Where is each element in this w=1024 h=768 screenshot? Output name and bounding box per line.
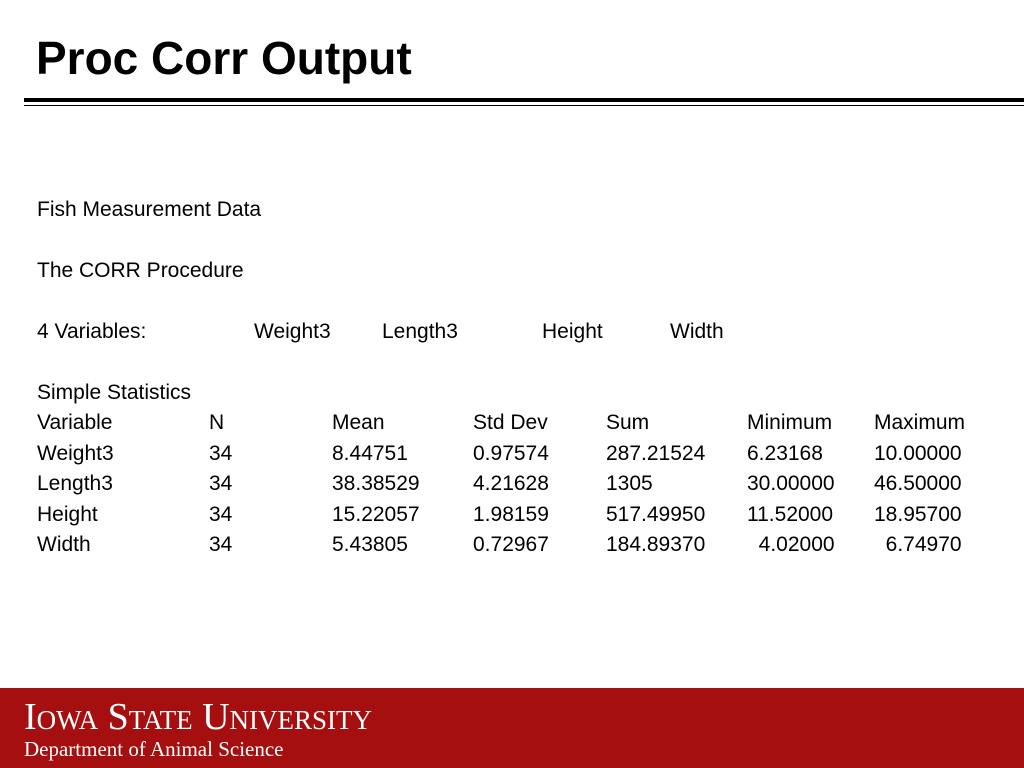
table-cell: 34 bbox=[209, 502, 233, 526]
table-cell: Height bbox=[37, 502, 98, 526]
table-cell: Length3 bbox=[37, 472, 113, 496]
table-cell: 6.74970 bbox=[874, 533, 962, 557]
simple-statistics-table bbox=[37, 408, 989, 561]
footer-banner bbox=[0, 688, 1024, 768]
column-header: Minimum bbox=[747, 411, 833, 435]
variables-label: 4 Variables: bbox=[37, 320, 147, 343]
table-row bbox=[37, 530, 989, 561]
table-cell: 1.98159 bbox=[473, 502, 549, 526]
column-header: Maximum bbox=[874, 411, 966, 435]
table-cell: 184.89370 bbox=[606, 533, 706, 557]
table-cell: 34 bbox=[209, 472, 233, 496]
table-cell: 517.49950 bbox=[606, 502, 706, 526]
table-cell: 0.97574 bbox=[473, 441, 549, 465]
column-header: Mean bbox=[332, 411, 385, 435]
department-name: Department of Animal Science bbox=[24, 737, 284, 761]
report-title: Fish Measurement Data bbox=[37, 198, 262, 221]
table-cell: 1305 bbox=[606, 472, 653, 496]
variable-name: Width bbox=[670, 320, 724, 343]
university-name: Iowa State University bbox=[24, 696, 373, 738]
column-header: N bbox=[209, 411, 225, 435]
table-cell: 0.72967 bbox=[473, 533, 549, 557]
table-cell: 4.02000 bbox=[747, 533, 835, 557]
procedure-name: The CORR Procedure bbox=[37, 259, 244, 282]
slide-title: Proc Corr Output bbox=[36, 32, 412, 84]
variable-name: Length3 bbox=[382, 320, 458, 343]
table-cell: 34 bbox=[209, 441, 233, 465]
table-cell: Width bbox=[37, 533, 91, 557]
column-header: Variable bbox=[37, 411, 113, 435]
table-cell: 30.00000 bbox=[747, 472, 835, 496]
table-cell: 10.00000 bbox=[874, 441, 962, 465]
table-cell: 34 bbox=[209, 533, 233, 557]
table-cell: 8.44751 bbox=[332, 441, 408, 465]
stats-heading: Simple Statistics bbox=[37, 381, 192, 404]
column-header: Std Dev bbox=[473, 411, 548, 435]
table-row bbox=[37, 500, 989, 531]
table-cell: 287.21524 bbox=[606, 441, 706, 465]
column-header: Sum bbox=[606, 411, 650, 435]
title-rule-thick bbox=[24, 98, 1024, 102]
table-row bbox=[37, 439, 989, 470]
variable-name: Weight3 bbox=[254, 320, 331, 343]
table-header-row bbox=[37, 408, 989, 439]
table-cell: 11.52000 bbox=[747, 502, 834, 526]
table-cell: 4.21628 bbox=[473, 472, 549, 496]
table-cell: 5.43805 bbox=[332, 533, 408, 557]
table-cell: 38.38529 bbox=[332, 472, 420, 496]
table-cell: 15.22057 bbox=[332, 502, 420, 526]
variable-name: Height bbox=[542, 320, 603, 343]
table-row bbox=[37, 469, 989, 500]
title-rule-thin bbox=[24, 105, 1024, 106]
variables-line bbox=[37, 317, 1017, 347]
table-cell: Weight3 bbox=[37, 441, 114, 465]
table-cell: 18.95700 bbox=[874, 502, 962, 526]
table-cell: 6.23168 bbox=[747, 441, 823, 465]
table-cell: 46.50000 bbox=[874, 472, 962, 496]
